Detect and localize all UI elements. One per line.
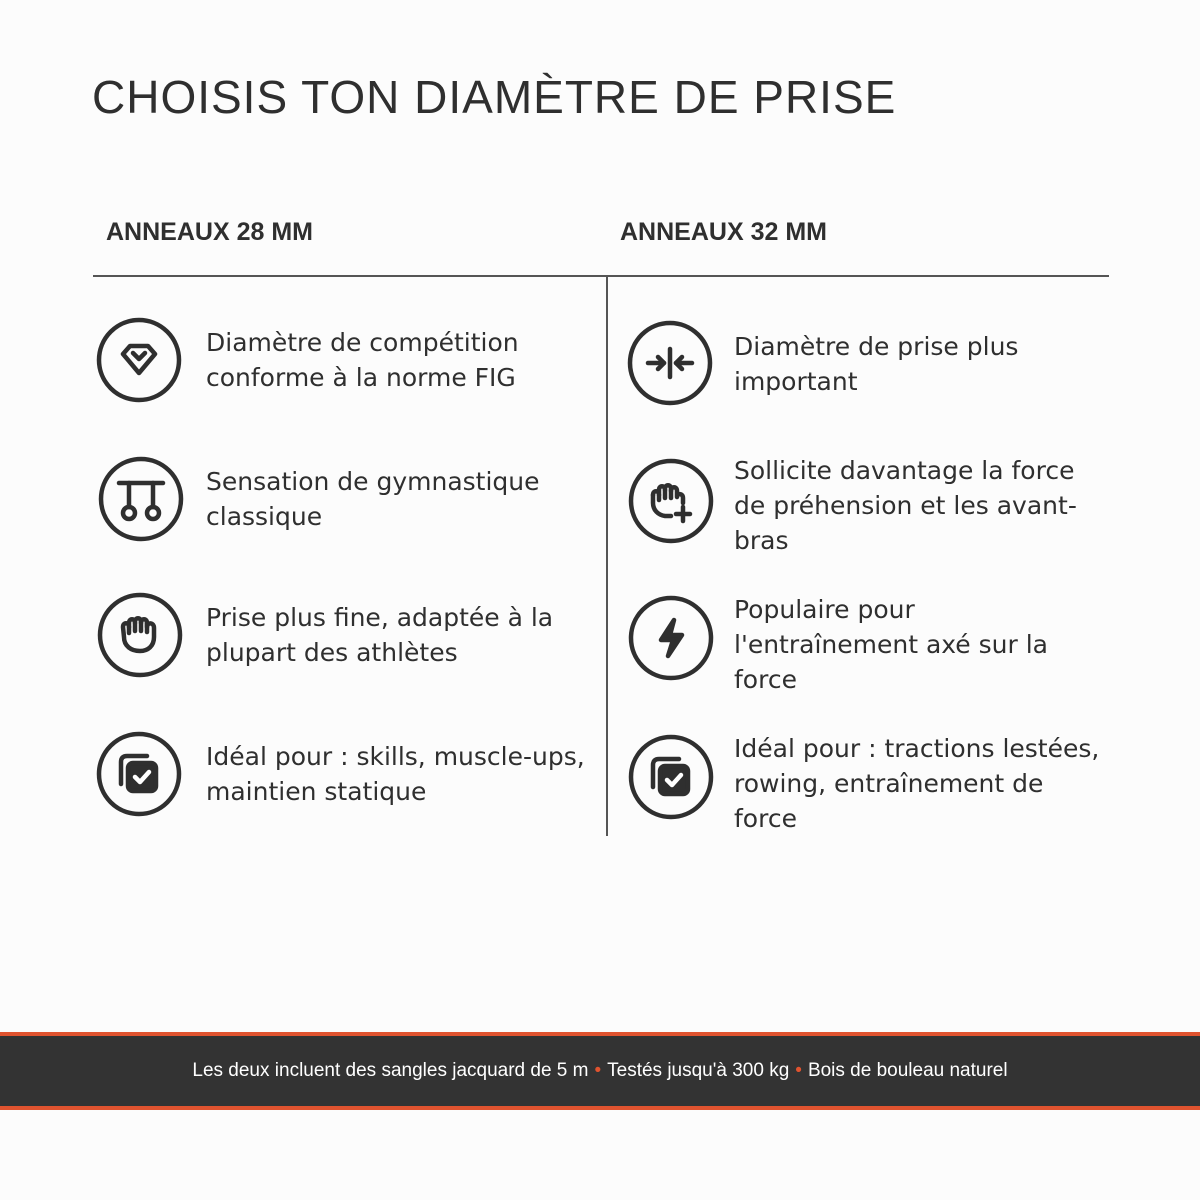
footer-item-straps: Les deux incluent des sangles jacquard de 5 m <box>192 1060 589 1081</box>
feature-text-32mm-2: Sollicite davantage la force de préhension et les avant-bras <box>734 456 1077 555</box>
footer-banner <box>0 1032 1200 1110</box>
feature-text-28mm-3: Prise plus fine, adaptée à la plupart des athlètes <box>206 603 554 667</box>
feature-text-28mm-2: Sensation de gymnastique classique <box>206 467 540 531</box>
column-heading-28mm: ANNEAUX 28 MM <box>106 218 313 246</box>
footer-item-wood: Bois de bouleau naturel <box>807 1060 1008 1081</box>
hand-grip-icon <box>96 591 184 679</box>
footer-separator: • <box>594 1060 602 1081</box>
checklist-icon <box>627 733 715 821</box>
checklist-icon <box>95 730 183 818</box>
column-divider <box>606 276 608 836</box>
header-divider <box>93 275 1109 277</box>
footer-separator: • <box>795 1060 802 1081</box>
arrows-inward-icon <box>626 319 714 407</box>
column-heading-32mm: ANNEAUX 32 MM <box>620 218 827 246</box>
feature-text-28mm-4: Idéal pour : skills, muscle-ups, maintien statique <box>206 742 585 806</box>
footer-item-tested: Testés jusqu'à 300 kg <box>607 1060 790 1081</box>
feature-text-32mm-1: Diamètre de prise plus important <box>734 332 1019 396</box>
diamond-icon <box>95 316 183 404</box>
hand-plus-icon <box>627 457 715 545</box>
feature-text-28mm-1: Diamètre de compétition conforme à la norme FIG <box>206 328 519 392</box>
feature-text-32mm-3: Populaire pour l'entraînement axé sur la force <box>734 595 1048 694</box>
page-title: CHOISIS TON DIAMÈTRE DE PRISE <box>92 71 897 123</box>
feature-text-32mm-4: Idéal pour : tractions lestées, rowing, entraînement de force <box>734 734 1100 833</box>
gymnastic-rings-icon <box>97 455 185 543</box>
lightning-icon <box>627 594 715 682</box>
